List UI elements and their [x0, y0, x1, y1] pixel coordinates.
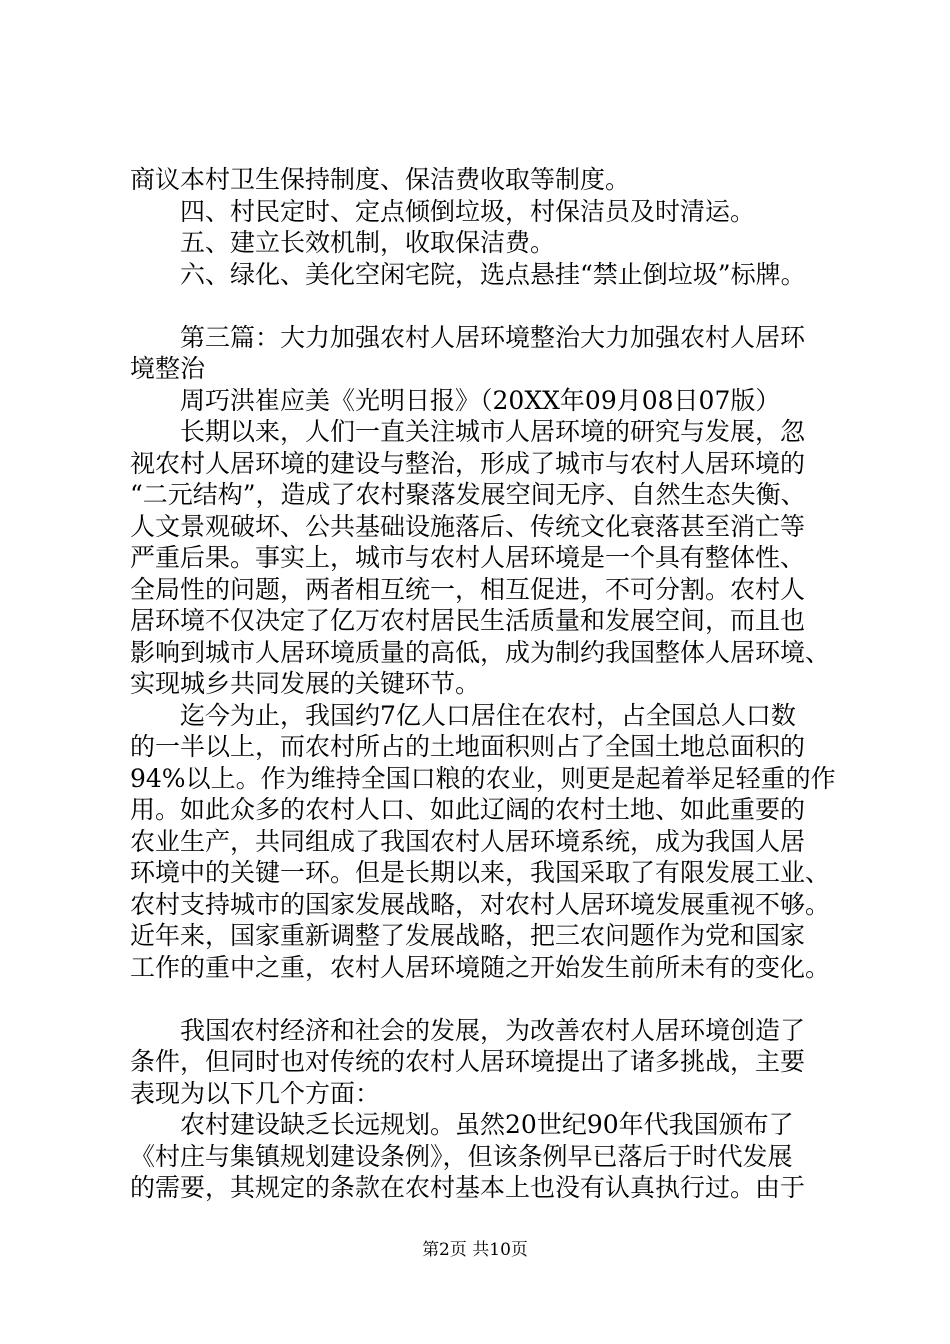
blank-line [130, 290, 852, 322]
text-line: 农业生产，共同组成了我国农村人居环境系统，成为我国人居 [130, 826, 806, 856]
text-line: 实现城乡共同发展的关键环节。 [130, 669, 481, 698]
text-line: 我国农村经济和社会的发展，为改善农村人居环境创造了 [130, 1015, 806, 1045]
page-number: 第2页 共10页 [422, 1240, 528, 1260]
text-line: 五、建立长效机制，收取保洁费。 [130, 228, 556, 257]
text-line: 用。如此众多的农村人口、如此辽阔的农村土地、如此重要的 [130, 795, 806, 824]
text-line: 《村庄与集镇规划建设条例》，但该条例早已落后于时代发展 [130, 1141, 793, 1171]
text-line: 环境中的关键一环。但是长期以来，我国采取了有限发展工业、 [130, 858, 831, 887]
text-line: 居环境不仅决定了亿万农村居民生活质量和发展空间，而且也 [130, 606, 806, 635]
text-line: 表现为以下几个方面： [130, 1078, 381, 1108]
text-line: 农村建设缺乏长远规划。虽然20世纪90年代我国颁布了 [130, 1110, 794, 1139]
text-line: 的需要，其规定的条款在农村基本上也没有认真执行过。由于 [130, 1173, 806, 1202]
text-line: 视农村人居环境的建设与整治，形成了城市与农村人居环境的 [130, 448, 806, 478]
blank-line [130, 983, 852, 1015]
text-line: 近年来，国家重新调整了发展战略，把三农问题作为党和国家 [130, 921, 806, 950]
text-line: 商议本村卫生保持制度、保洁费收取等制度。 [130, 165, 631, 194]
text-line: 工作的重中之重，农村人居环境随之开始发生前所未有的变化。 [130, 952, 831, 982]
text-line: “二元结构”，造成了农村聚落发展空间无序、自然生态失衡、 [130, 480, 806, 509]
text-line: 农村支持城市的国家发展战略，对农村人居环境发展重视不够。 [130, 889, 831, 919]
text-line: 四、村民定时、定点倾倒垃圾，村保洁员及时清运。 [130, 196, 756, 226]
text-line: 影响到城市人居环境质量的高低，成为制约我国整体人居环境、 [130, 637, 831, 667]
text-line: 人文景观破坏、公共基础设施落后、传统文化衰落甚至消亡等 [130, 511, 806, 541]
text-line: 周巧洪崔应美《光明日报》（20XX年09月08日07版） [130, 385, 781, 415]
document-body [130, 164, 852, 1204]
text-line: 条件，但同时也对传统的农村人居环境提出了诸多挑战，主要 [130, 1047, 806, 1076]
text-line: 六、绿化、美化空闲宅院，选点悬挂“禁止倒垃圾”标牌。 [130, 259, 806, 289]
text-line: 长期以来，人们一直关注城市人居环境的研究与发展，忽 [130, 417, 806, 446]
text-line: 第三篇：大力加强农村人居环境整治大力加强农村人居环 [130, 322, 806, 352]
text-line: 全局性的问题，两者相互统一，相互促进，不可分割。农村人 [130, 574, 806, 604]
text-line: 严重后果。事实上，城市与农村人居环境是一个具有整体性、 [130, 543, 806, 572]
text-line: 的一半以上，而农村所占的土地面积则占了全国土地总面积的 [130, 732, 806, 761]
text-line: 94%以上。作为维持全国口粮的农业，则更是起着举足轻重的作 [130, 763, 836, 793]
text-line: 境整治 [130, 354, 206, 383]
text-line: 迄今为止，我国约7亿人口居住在农村，占全国总人口数 [130, 700, 796, 730]
